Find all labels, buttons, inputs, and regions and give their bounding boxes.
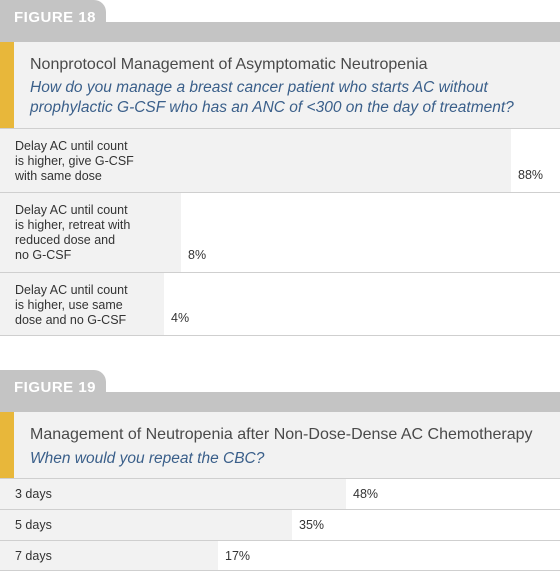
chart-row	[0, 478, 560, 509]
chart-row	[0, 192, 560, 272]
plot-area	[148, 129, 560, 192]
bar	[148, 479, 346, 509]
chart-row	[0, 509, 560, 540]
bar	[148, 273, 164, 335]
figure-title: Management of Neutropenia after Non-Dose-Dense AC Chemotherapy	[30, 426, 533, 443]
figure-tab: FIGURE 19	[0, 370, 106, 400]
category-label-line: is higher, give G-CSF	[15, 154, 134, 168]
data-label: 48%	[353, 487, 379, 501]
category-label	[15, 203, 130, 263]
category-label-line: is higher, retreat with	[15, 218, 131, 232]
data-label: 88%	[518, 168, 544, 182]
figure-tab: FIGURE 18	[0, 0, 106, 30]
data-label: 17%	[225, 549, 251, 563]
plot-area	[148, 479, 560, 509]
bar	[148, 510, 292, 540]
category-label	[15, 549, 52, 564]
category-label-line: no G-CSF	[15, 248, 72, 262]
figure-header	[0, 412, 560, 478]
figure-title: Nonprotocol Management of Asymptomatic Neutropenia	[30, 56, 428, 73]
category-label-line: reduced dose and	[15, 233, 116, 247]
figure-19	[0, 370, 560, 572]
accent-stripe	[0, 42, 14, 128]
plot-area	[148, 193, 560, 272]
category-label-line: 7 days	[15, 549, 52, 563]
chart-row	[0, 272, 560, 336]
plot-area	[148, 273, 560, 335]
category-label	[15, 518, 52, 533]
bar	[148, 541, 218, 570]
figure-question-line-2: prophylactic G-CSF who has an ANC of <300 on the day of treatment?	[30, 99, 514, 116]
figure-header	[0, 42, 560, 128]
data-label: 4%	[171, 311, 190, 325]
category-label	[15, 139, 134, 184]
category-label-line: 3 days	[15, 487, 52, 501]
category-label-line: Delay AC until count	[15, 283, 128, 297]
category-label	[15, 487, 52, 502]
bar	[148, 193, 181, 272]
plot-area	[148, 510, 560, 540]
chart-row	[0, 540, 560, 571]
plot-area	[148, 541, 560, 570]
data-label: 8%	[188, 248, 207, 262]
figure-question-line-1: How do you manage a breast cancer patient who starts AC without	[30, 79, 488, 96]
category-label	[15, 283, 128, 328]
category-label-line: Delay AC until count	[15, 139, 128, 153]
category-label-line: with same dose	[15, 169, 102, 183]
accent-stripe	[0, 412, 14, 478]
category-label-line: Delay AC until count	[15, 203, 128, 217]
category-label-line: 5 days	[15, 518, 52, 532]
data-label: 35%	[299, 518, 325, 532]
category-label-line: dose and no G-CSF	[15, 313, 127, 327]
figure-question-line-1: When would you repeat the CBC?	[30, 450, 265, 467]
bar	[148, 129, 511, 192]
category-label-line: is higher, use same	[15, 298, 123, 312]
chart-row	[0, 128, 560, 192]
